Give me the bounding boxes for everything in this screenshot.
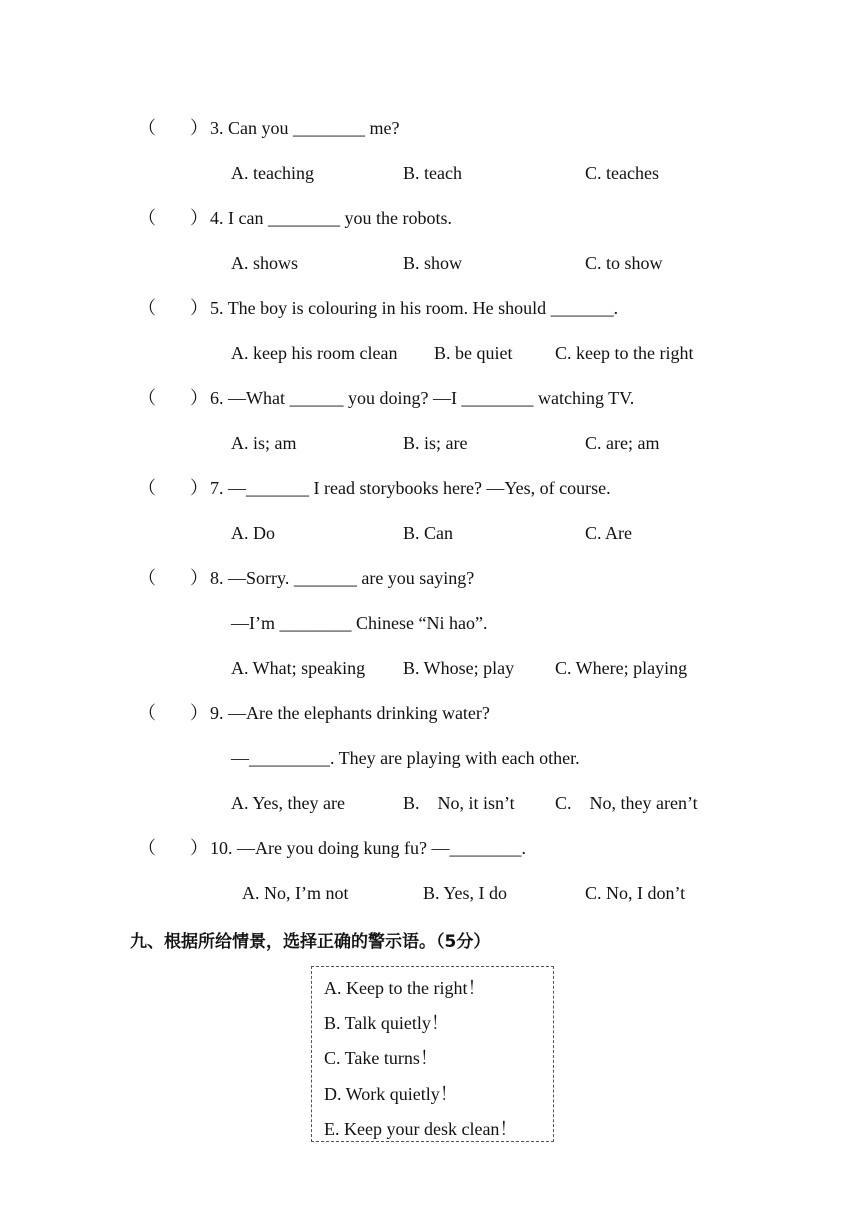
option-c: C. to show (585, 253, 663, 273)
answer-paren-close: ） (190, 838, 208, 858)
question-stem-reply: —I’m ________ Chinese “Ni hao”. (231, 613, 488, 633)
option-a: A. is; am (231, 433, 297, 453)
answer-paren-close: ） (190, 298, 208, 318)
answer-paren-close: ） (190, 478, 208, 498)
question-stem: 3. Can you ________ me? (210, 118, 400, 138)
option-b: B. be quiet (434, 343, 513, 363)
answer-paren-open: （ (138, 838, 156, 858)
sign-option-e: E. Keep your desk clean！ (324, 1119, 518, 1139)
option-c: C. No, I don’t (585, 883, 686, 903)
sign-option-d: D. Work quietly！ (324, 1084, 458, 1104)
sign-option-c: C. Take turns！ (324, 1048, 438, 1068)
answer-paren-open: （ (138, 703, 156, 723)
answer-paren-open: （ (138, 298, 156, 318)
question-stem: 10. —Are you doing kung fu? —________. (210, 838, 526, 858)
option-c: C. are; am (585, 433, 660, 453)
answer-paren-open: （ (138, 208, 156, 228)
option-b: B. No, it isn’t (403, 793, 515, 813)
answer-paren-open: （ (138, 118, 156, 138)
answer-paren-open: （ (138, 568, 156, 588)
answer-paren-close: ） (190, 703, 208, 723)
answer-paren-close: ） (190, 118, 208, 138)
question-stem: 7. —_______ I read storybooks here? —Yes, of course. (210, 478, 611, 498)
answer-paren-open: （ (138, 388, 156, 408)
option-b: B. teach (403, 163, 462, 183)
sign-option-b: B. Talk quietly！ (324, 1013, 449, 1033)
option-c: C. Where; playing (555, 658, 688, 678)
option-c: C. No, they aren’t (555, 793, 698, 813)
question-stem: 6. —What ______ you doing? —I ________ watching TV. (210, 388, 635, 408)
option-c: C. teaches (585, 163, 659, 183)
answer-paren-close: ） (190, 568, 208, 588)
option-c: C. keep to the right (555, 343, 694, 363)
question-stem: 4. I can ________ you the robots. (210, 208, 452, 228)
option-b: B. Whose; play (403, 658, 515, 678)
question-stem: 8. —Sorry. _______ are you saying? (210, 568, 475, 588)
question-stem: 9. —Are the elephants drinking water? (210, 703, 490, 723)
option-b: B. Yes, I do (423, 883, 508, 903)
warning-signs-box (311, 966, 554, 1142)
option-a: A. shows (231, 253, 299, 273)
question-stem: 5. The boy is colouring in his room. He should _______. (210, 298, 619, 318)
answer-paren-close: ） (190, 208, 208, 228)
option-a: A. What; speaking (231, 658, 366, 678)
option-a: A. No, I’m not (242, 883, 349, 903)
option-a: A. Do (231, 523, 275, 543)
answer-paren-close: ） (190, 388, 208, 408)
option-a: A. keep his room clean (231, 343, 398, 363)
option-b: B. Can (403, 523, 454, 543)
option-a: A. teaching (231, 163, 314, 183)
option-c: C. Are (585, 523, 632, 543)
section-title: 九、根据所给情景，选择正确的警示语。（5分） (130, 932, 491, 952)
answer-paren-open: （ (138, 478, 156, 498)
option-b: B. is; are (403, 433, 468, 453)
sign-option-a: A. Keep to the right！ (324, 978, 486, 998)
option-b: B. show (403, 253, 463, 273)
option-a: A. Yes, they are (231, 793, 345, 813)
question-stem-reply: —_________. They are playing with each other. (231, 748, 580, 768)
